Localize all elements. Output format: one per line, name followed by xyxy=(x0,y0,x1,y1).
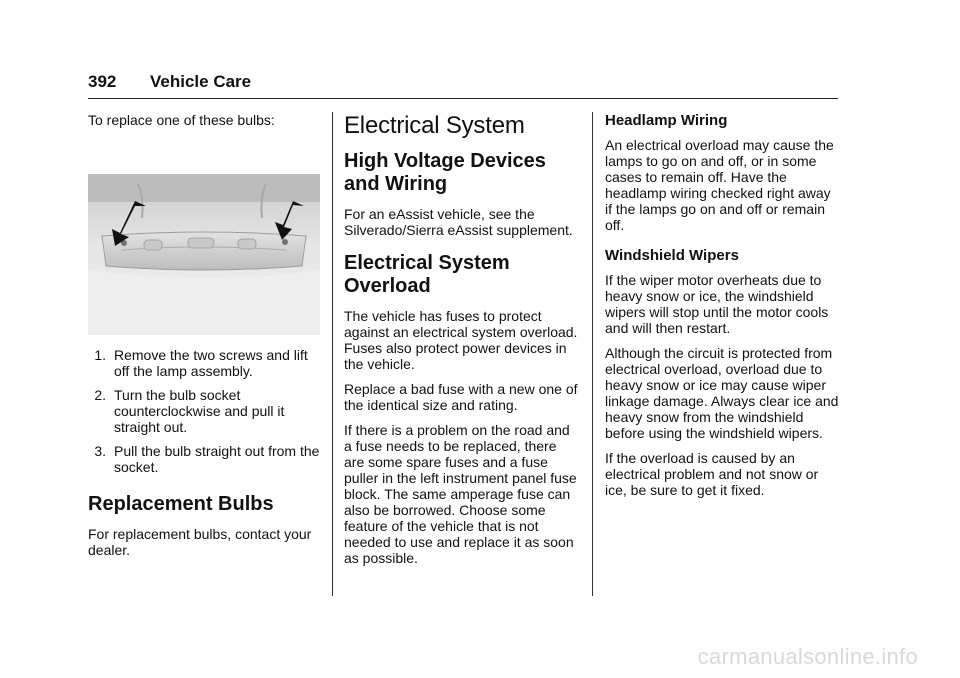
overload-paragraph: The vehicle has fuses to protect against an electrical system overload. Fuses also protect power devices in the vehicle. xyxy=(344,308,578,372)
step-text: Pull the bulb straight out from the socket. xyxy=(114,443,320,475)
headlamp-wiring-heading: Headlamp Wiring xyxy=(605,112,728,129)
steps-list xyxy=(88,347,320,475)
list-item xyxy=(88,443,320,475)
replacement-bulbs-heading: Replacement Bulbs xyxy=(88,493,274,515)
wipers-paragraph: Although the circuit is protected from electrical overload, overload due to heavy snow or ice may cause wiper linkage damage. Always clear ice and heavy snow from the windshield before using the windshield wipers. xyxy=(605,345,839,441)
section-title: Vehicle Care xyxy=(150,72,252,91)
replacement-bulbs-text: For replacement bulbs, contact your dealer. xyxy=(88,526,312,558)
high-voltage-heading: High Voltage Devices and Wiring xyxy=(344,150,546,195)
high-voltage-text: For an eAssist vehicle, see the Silverado/Sierra eAssist supplement. xyxy=(344,206,573,238)
windshield-wipers-heading: Windshield Wipers xyxy=(605,247,739,264)
column-divider-2 xyxy=(592,112,593,596)
wipers-paragraph: If the overload is caused by an electrical problem and not snow or ice, be sure to get it fixed. xyxy=(605,450,819,498)
page-header xyxy=(88,72,251,92)
header-divider xyxy=(88,98,838,99)
page-number: 392 xyxy=(88,72,117,91)
step-number: 2. xyxy=(94,387,106,403)
electrical-system-title: Electrical System xyxy=(344,112,525,139)
step-text: Turn the bulb socket counterclockwise and pull it straight out. xyxy=(114,387,285,435)
list-item xyxy=(88,387,320,435)
step-number: 1. xyxy=(94,347,106,363)
wipers-paragraph: If the wiper motor overheats due to heavy snow or ice, the windshield wipers will stop until the motor cools and will then restart. xyxy=(605,272,829,336)
column-divider-1 xyxy=(332,112,333,596)
intro-text: To replace one of these bulbs: xyxy=(88,112,275,128)
column-1 xyxy=(88,112,320,567)
overload-paragraph: If there is a problem on the road and a fuse needs to be replaced, there are some spare fuses and a fuse puller in the left instrument panel fuse block. The same amperage fuse can also be borrowed. Choose some feature of the vehicle that is not needed to use and replace it as soon as possible. xyxy=(344,422,577,566)
lamp-assembly-illustration xyxy=(88,174,320,335)
column-2 xyxy=(344,112,580,575)
step-number: 3. xyxy=(94,443,106,459)
overload-paragraph: Replace a bad fuse with a new one of the identical size and rating. xyxy=(344,381,578,413)
list-item xyxy=(88,347,320,379)
column-3 xyxy=(605,112,840,507)
watermark: carmanualsonline.info xyxy=(697,644,918,669)
overload-heading: Electrical System Overload xyxy=(344,252,510,297)
step-text: Remove the two screws and lift off the lamp assembly. xyxy=(114,347,308,379)
headlamp-wiring-text: An electrical overload may cause the lamps to go on and off, or in some cases to remain off. Have the headlamp wiring checked right away if the lamps go on and off or remain off. xyxy=(605,137,834,233)
